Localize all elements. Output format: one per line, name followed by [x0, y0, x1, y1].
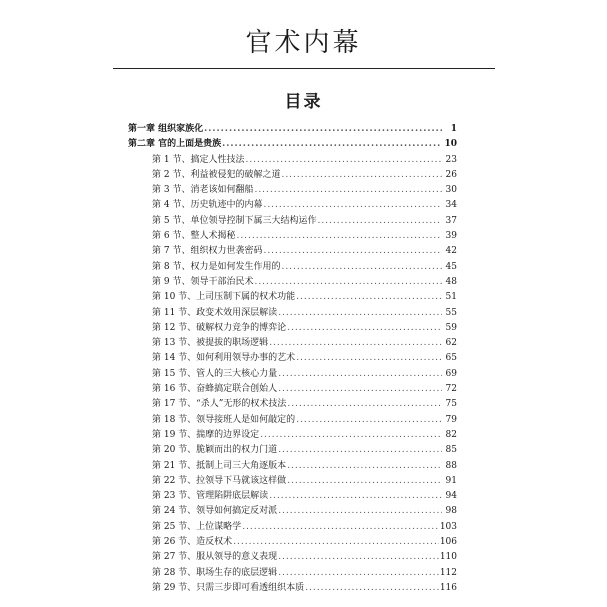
toc-section-entry[interactable]: [128, 581, 457, 596]
toc-entry-label: 第 29 节、只需三步即可看透组织本质: [152, 582, 305, 593]
toc-page-number: 82: [445, 429, 457, 440]
toc-page-number: 48: [445, 276, 457, 287]
toc-section-entry[interactable]: [128, 367, 457, 382]
toc-page-number: 72: [445, 384, 457, 395]
toc-dot-leader: [254, 275, 442, 290]
toc-section-entry[interactable]: [128, 153, 457, 168]
toc-dot-leader: [222, 137, 442, 152]
toc-dot-leader: [296, 351, 442, 366]
toc-dot-leader: [305, 581, 439, 596]
toc-section-entry[interactable]: [128, 535, 457, 550]
toc-dot-leader: [287, 474, 442, 489]
toc-page-number: 85: [445, 445, 457, 456]
toc-page-number: 26: [445, 169, 457, 180]
toc-section-entry[interactable]: [128, 413, 457, 428]
toc-dot-leader: [204, 122, 442, 137]
toc-section-entry[interactable]: [128, 244, 457, 259]
toc-dot-leader: [296, 413, 442, 428]
toc-section-entry[interactable]: [128, 183, 457, 198]
toc-section-entry[interactable]: [128, 566, 457, 581]
toc-entry-label: 第二章 官的上面是贵族: [128, 139, 222, 150]
toc-dot-leader: [296, 290, 442, 305]
toc-entry-label: 第 25 节、上位谋略学: [152, 521, 242, 532]
toc-entry-label: 第 19 节、揣摩的边界设定: [152, 429, 260, 440]
toc-entry-label: 第 13 节、被提拔的职场逻辑: [152, 338, 269, 349]
toc-dot-leader: [278, 504, 442, 519]
toc-section-entry[interactable]: [128, 306, 457, 321]
toc-entry-label: 第 28 节、职场生存的底层逻辑: [152, 567, 278, 578]
toc-page-number: 116: [439, 582, 457, 593]
toc-section-entry[interactable]: [128, 290, 457, 305]
toc-dot-leader: [278, 550, 439, 565]
toc-entry-label: 第 20 节、脆颖而出的权力门道: [152, 445, 278, 456]
toc-dot-leader: [287, 321, 442, 336]
toc-page-number: 42: [445, 246, 457, 257]
toc-entry-label: 第 26 节、造反权术: [152, 537, 233, 548]
toc-page-number: 103: [439, 521, 457, 532]
toc-page-number: 10: [444, 139, 457, 150]
toc-dot-leader: [242, 520, 439, 535]
toc-section-entry[interactable]: [128, 504, 457, 519]
toc-dot-leader: [278, 566, 439, 581]
toc-dot-leader: [281, 168, 442, 183]
toc-entry-label: 第 8 节、权力是如何发生作用的: [152, 261, 281, 272]
toc-entry-label: 第 17 节、“杀人”无形的权术技法: [152, 399, 287, 410]
toc-page-number: 65: [445, 353, 457, 364]
toc-page-number: 91: [445, 475, 457, 486]
toc-section-entry[interactable]: [128, 260, 457, 275]
toc-page-number: 112: [439, 567, 457, 578]
toc-section-entry[interactable]: [128, 474, 457, 489]
toc-page-number: 79: [445, 414, 457, 425]
toc-section-entry[interactable]: [128, 489, 457, 504]
toc-page-number: 75: [445, 399, 457, 410]
toc-section-entry[interactable]: [128, 382, 457, 397]
toc-entry-label: 第 15 节、管人的三大核心力量: [152, 368, 278, 379]
toc-entry-label: 第 5 节、单位领导控制下属三大结构运作: [152, 215, 317, 226]
toc-dot-leader: [269, 336, 442, 351]
toc-section-entry[interactable]: [128, 275, 457, 290]
toc-dot-leader: [278, 382, 442, 397]
toc-section-entry[interactable]: [128, 351, 457, 366]
toc-entry-label: 第 22 节、拉领导下马就该这样做: [152, 475, 287, 486]
toc-chapter-entry[interactable]: [128, 122, 457, 137]
toc-page-number: 55: [445, 307, 457, 318]
toc-page-number: 69: [445, 368, 457, 379]
toc-section-entry[interactable]: [128, 168, 457, 183]
toc-dot-leader: [245, 153, 442, 168]
toc-dot-leader: [287, 397, 442, 412]
toc-section-entry[interactable]: [128, 443, 457, 458]
toc-entry-label: 第 12 节、破解权力竞争的博弈论: [152, 322, 287, 333]
toc-page-number: 98: [445, 506, 457, 517]
toc-page-number: 110: [439, 552, 457, 563]
toc-entry-label: 第 7 节、组织权力世袭密码: [152, 246, 263, 257]
toc-entry-label: 第 4 节、历史轨迹中的内幕: [152, 200, 263, 211]
toc-dot-leader: [269, 489, 442, 504]
toc-page-number: 30: [445, 185, 457, 196]
toc-entry-label: 第一章 组织家族化: [128, 124, 204, 134]
toc-dot-leader: [278, 306, 442, 321]
toc-entry-label: 第 11 节、政变术效用深层解读: [152, 307, 278, 318]
toc-dot-leader: [263, 244, 442, 259]
toc-chapter-entry[interactable]: [128, 137, 457, 152]
toc-section-entry[interactable]: [128, 397, 457, 412]
toc-dot-leader: [263, 198, 442, 213]
toc-dot-leader: [254, 183, 442, 198]
toc-entry-label: 第 6 节、整人术揭秘: [152, 231, 236, 242]
toc-dot-leader: [278, 443, 442, 458]
toc-entry-label: 第 27 节、服从领导的意义表现: [152, 552, 278, 563]
toc-list: [128, 122, 457, 596]
toc-page-number: 51: [445, 292, 457, 303]
toc-page-number: 62: [445, 338, 457, 349]
toc-entry-label: 第 21 节、抵制上司三大角逐版本: [152, 460, 287, 471]
toc-entry-label: 第 10 节、上司压制下属的权术功能: [152, 292, 296, 303]
toc-dot-leader: [233, 535, 439, 550]
toc-section-entry[interactable]: [128, 198, 457, 213]
toc-section-entry[interactable]: [128, 214, 457, 229]
toc-page-number: 1: [450, 124, 457, 134]
toc-dot-leader: [260, 428, 442, 443]
toc-page-number: 39: [445, 231, 457, 242]
toc-page-number: 106: [439, 537, 457, 548]
toc-section-entry[interactable]: [128, 550, 457, 565]
toc-page-number: 37: [445, 215, 457, 226]
toc-heading: 目录: [284, 92, 323, 112]
toc-entry-label: 第 23 节、管理陷阱底层解读: [152, 491, 269, 502]
toc-page-number: 23: [445, 154, 457, 165]
toc-section-entry[interactable]: [128, 336, 457, 351]
toc-entry-label: 第 14 节、如何利用领导办事的艺术: [152, 353, 296, 364]
toc-section-entry[interactable]: [128, 459, 457, 474]
book-title: 官术内幕: [245, 28, 362, 58]
toc-section-entry[interactable]: [128, 321, 457, 336]
toc-entry-label: 第 18 节、领导接班人是如何敲定的: [152, 414, 296, 425]
toc-entry-label: 第 3 节、消老该如何翻船: [152, 185, 254, 196]
toc-dot-leader: [281, 260, 442, 275]
toc-page-number: 59: [445, 322, 457, 333]
toc-dot-leader: [278, 367, 442, 382]
toc-dot-leader: [287, 459, 442, 474]
toc-page-number: 88: [445, 460, 457, 471]
toc-entry-label: 第 2 节、利益被侵犯的破解之道: [152, 169, 281, 180]
toc-section-entry[interactable]: [128, 428, 457, 443]
toc-dot-leader: [236, 229, 442, 244]
toc-dot-leader: [317, 214, 442, 229]
toc-page-number: 34: [445, 200, 457, 211]
toc-section-entry[interactable]: [128, 229, 457, 244]
toc-entry-label: 第 9 节、领导干部治民术: [152, 276, 254, 287]
toc-entry-label: 第 24 节、领导如何搞定反对派: [152, 506, 278, 517]
toc-entry-label: 第 16 节、奋蜂搞定联合创始人: [152, 384, 278, 395]
toc-entry-label: 第 1 节、搞定人性技法: [152, 154, 245, 165]
toc-page-number: 45: [445, 261, 457, 272]
toc-page-number: 94: [445, 491, 457, 502]
toc-section-entry[interactable]: [128, 520, 457, 535]
title-divider: [113, 68, 495, 69]
